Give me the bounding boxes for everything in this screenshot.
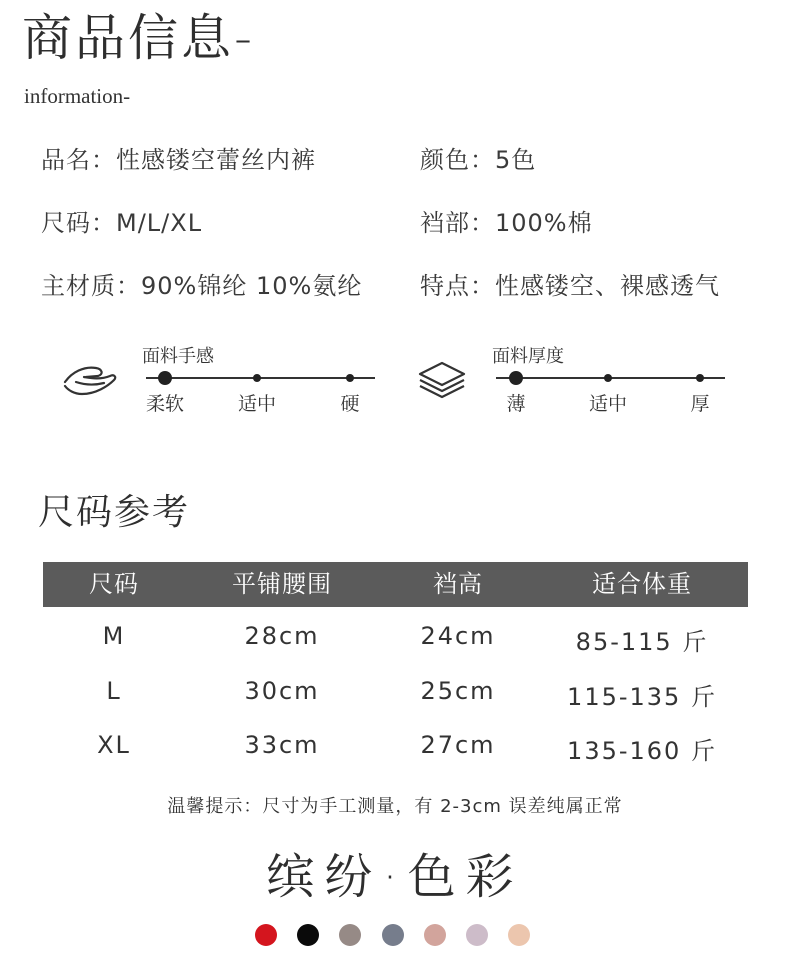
table-row	[0, 677, 790, 711]
color-swatch[interactable]	[424, 924, 446, 946]
table-cell: XL	[97, 731, 131, 759]
color-swatch[interactable]	[466, 924, 488, 946]
info-item-name	[41, 144, 316, 176]
color-swatch[interactable]	[339, 924, 361, 946]
size-table-header	[43, 562, 748, 607]
color-swatch[interactable]	[255, 924, 277, 946]
page-title: 商品信息-	[22, 9, 256, 67]
scale-tick-label: 柔软	[145, 393, 185, 415]
scale-tick-label: 厚	[690, 393, 710, 415]
layers-icon	[416, 360, 468, 400]
info-label: 裆部：	[420, 209, 495, 237]
info-label: 特点：	[420, 272, 495, 300]
info-label: 尺码：	[41, 209, 116, 237]
info-item-material	[41, 270, 362, 302]
scale-title-touch: 面料手感	[142, 346, 214, 367]
info-item-crotch	[420, 207, 593, 239]
scale-tick-dot	[696, 374, 704, 382]
info-item-color	[420, 144, 536, 176]
info-value: 5色	[495, 146, 537, 174]
scale-tick-label: 硬	[340, 393, 360, 415]
size-section-title: 尺码参考	[38, 492, 191, 533]
table-cell: L	[106, 677, 122, 705]
colors-section-title: 缤纷·色彩	[266, 849, 524, 905]
table-cell: 25cm	[420, 677, 496, 705]
size-table-header-cell: 裆高	[433, 570, 483, 598]
size-table-header-cell: 平铺腰围	[232, 570, 332, 598]
color-swatch[interactable]	[382, 924, 404, 946]
scale-tick-dot	[346, 374, 354, 382]
table-cell: 115-135 斤	[567, 683, 717, 711]
table-row	[0, 622, 790, 656]
scale-tick-label: 适中	[588, 393, 628, 415]
scale-marker-selected	[158, 371, 172, 385]
size-note: 温馨提示：尺寸为手工测量，有 2-3cm 误差纯属正常	[167, 796, 623, 817]
table-cell: 33cm	[244, 731, 320, 759]
info-value: 性感镂空、裸感透气	[495, 272, 720, 300]
table-cell: M	[102, 622, 126, 650]
scale-tick-dot	[604, 374, 612, 382]
info-label: 品名：	[41, 146, 116, 174]
table-cell: 135-160 斤	[567, 737, 717, 765]
info-label: 主材质：	[41, 272, 141, 300]
scale-marker-selected	[509, 371, 523, 385]
scale-tick-label: 适中	[237, 393, 277, 415]
size-table-header-cell: 适合体重	[592, 570, 692, 598]
info-value: 100%棉	[495, 209, 593, 237]
color-swatch[interactable]	[297, 924, 319, 946]
table-cell: 30cm	[244, 677, 320, 705]
info-value: M/L/XL	[116, 209, 203, 237]
table-cell: 24cm	[420, 622, 496, 650]
hand-icon	[62, 360, 120, 400]
info-label: 颜色：	[420, 146, 495, 174]
table-cell: 27cm	[420, 731, 496, 759]
info-value: 性感镂空蕾丝内裤	[116, 146, 316, 174]
table-cell: 28cm	[244, 622, 320, 650]
info-item-size	[41, 207, 202, 239]
info-value: 90%锦纶 10%氨纶	[141, 272, 363, 300]
size-table-header-cell: 尺码	[89, 570, 139, 598]
table-cell: 85-115 斤	[575, 628, 709, 656]
info-item-feature	[420, 270, 720, 302]
page-subtitle: information-	[24, 84, 131, 108]
scale-title-thickness: 面料厚度	[492, 346, 564, 367]
scale-tick-dot	[253, 374, 261, 382]
scale-tick-label: 薄	[506, 393, 526, 415]
table-row	[0, 731, 790, 765]
color-swatch[interactable]	[508, 924, 530, 946]
